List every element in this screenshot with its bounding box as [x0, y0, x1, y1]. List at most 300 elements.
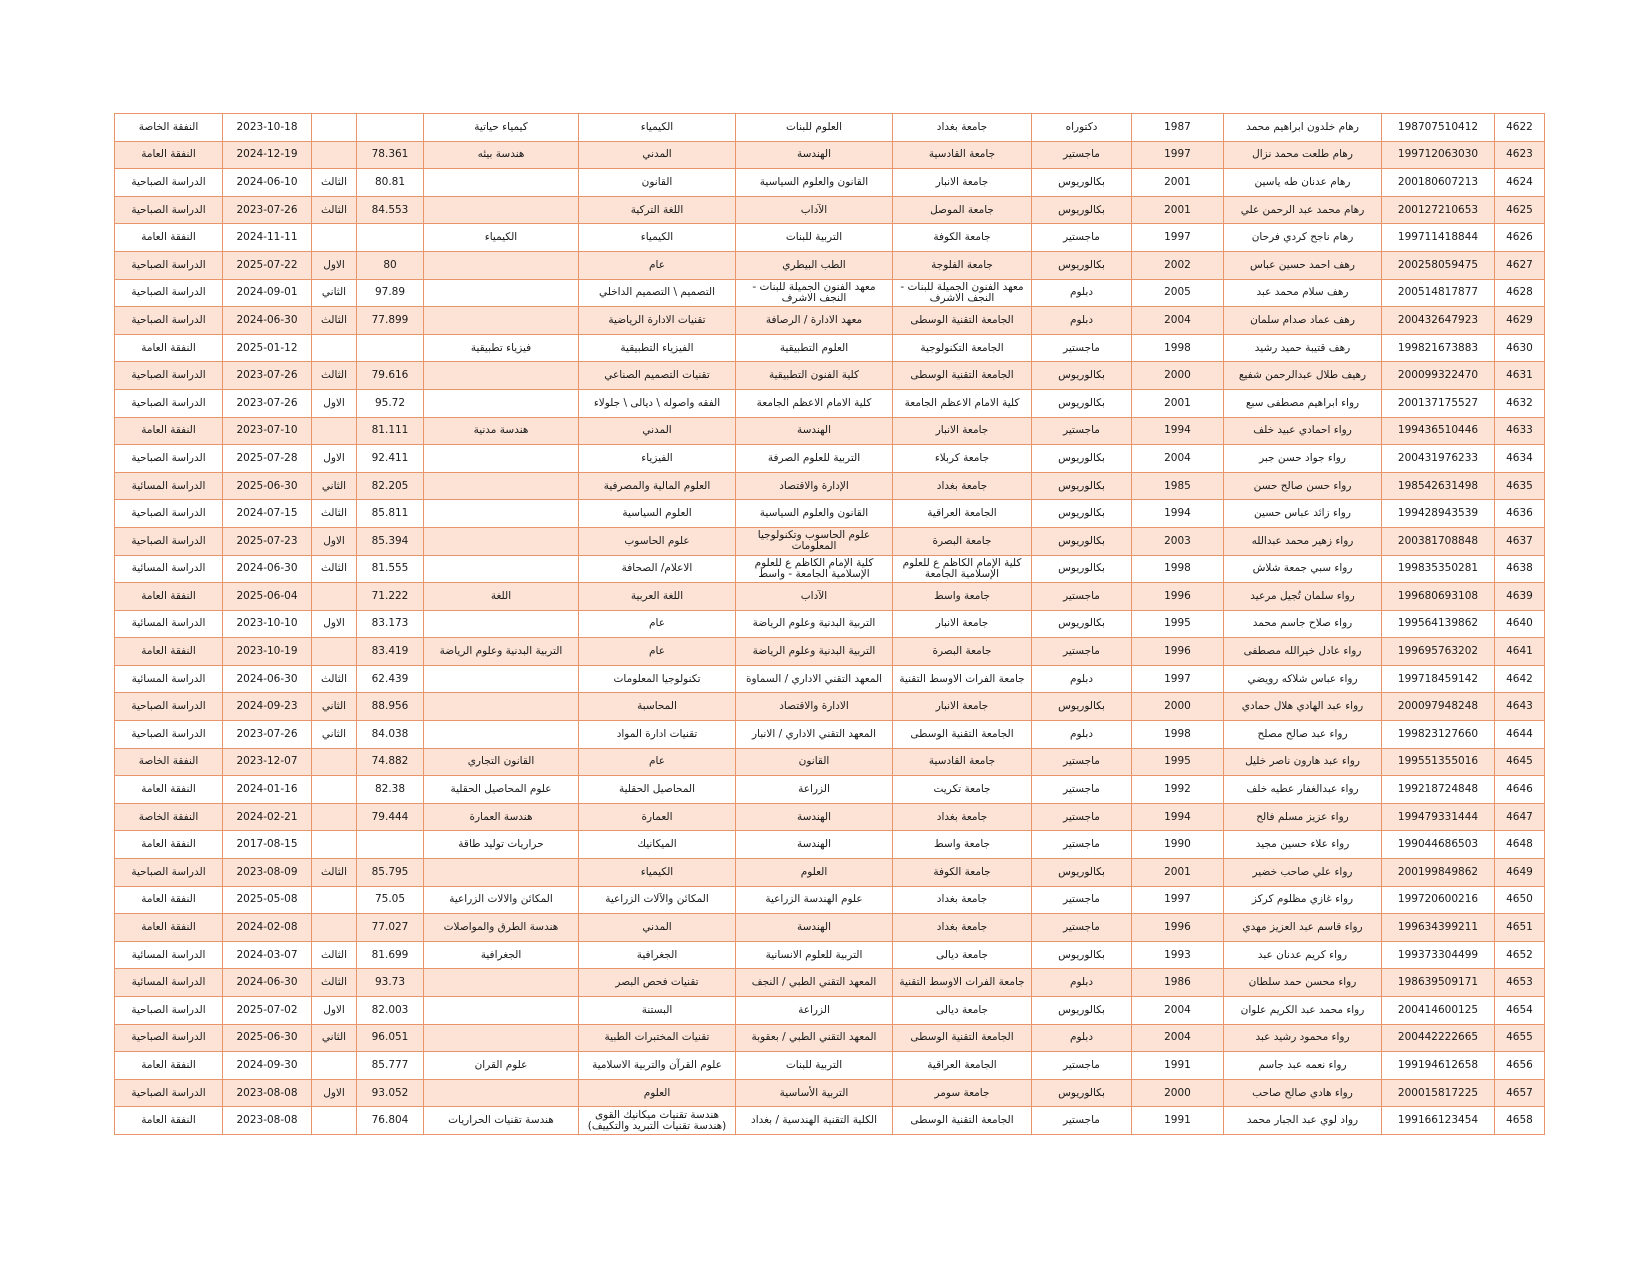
specialization-cell — [424, 279, 579, 307]
university-cell: جامعة واسط — [893, 583, 1032, 611]
specialization-cell — [424, 693, 579, 721]
table-row — [115, 1024, 1545, 1052]
table-row — [115, 969, 1545, 997]
study-type-cell: الدراسة الصباحية — [115, 500, 223, 528]
rank-cell: الثالث — [312, 307, 357, 335]
specialization-cell — [424, 969, 579, 997]
date-cell: 2025-07-02 — [223, 997, 312, 1025]
id-cell: 200199849862 — [1382, 859, 1495, 887]
grade-cell: 78.361 — [357, 141, 424, 169]
seq-cell: 4631 — [1495, 362, 1545, 390]
department-cell: الكيمياء — [579, 224, 736, 252]
degree-cell: دبلوم — [1032, 279, 1132, 307]
table-row — [115, 417, 1545, 445]
study-type-cell: النفقة العامة — [115, 914, 223, 942]
study-type-cell: الدراسة المسائية — [115, 610, 223, 638]
seq-cell: 4640 — [1495, 610, 1545, 638]
study-type-cell: النفقة العامة — [115, 417, 223, 445]
seq-cell: 4633 — [1495, 417, 1545, 445]
date-cell: 2024-06-30 — [223, 969, 312, 997]
table-row — [115, 831, 1545, 859]
id-cell: 199821673883 — [1382, 334, 1495, 362]
id-cell: 200414600125 — [1382, 997, 1495, 1025]
seq-cell: 4626 — [1495, 224, 1545, 252]
college-cell: الطب البيطري — [736, 251, 893, 279]
grade-cell: 84.553 — [357, 196, 424, 224]
seq-cell: 4655 — [1495, 1024, 1545, 1052]
specialization-cell: القانون التجاري — [424, 748, 579, 776]
rank-cell: الاول — [312, 1079, 357, 1107]
department-cell: عام — [579, 748, 736, 776]
degree-cell: بكالوريوس — [1032, 1079, 1132, 1107]
name-cell: رواء غازي مظلوم كركز — [1224, 886, 1382, 914]
grade-cell: 75.05 — [357, 886, 424, 914]
table-row — [115, 1052, 1545, 1080]
university-cell: جامعة بغداد — [893, 472, 1032, 500]
name-cell: رواد لوي عبد الجبار محمد — [1224, 1107, 1382, 1135]
specialization-cell — [424, 307, 579, 335]
college-cell: التربية الأساسية — [736, 1079, 893, 1107]
degree-cell: ماجستير — [1032, 334, 1132, 362]
college-cell: معهد الفنون الجميلة للبنات - النجف الاشرف — [736, 279, 893, 307]
table-row — [115, 721, 1545, 749]
date-cell: 2023-08-08 — [223, 1079, 312, 1107]
rank-cell: الاول — [312, 251, 357, 279]
college-cell: الهندسة — [736, 141, 893, 169]
date-cell: 2024-03-07 — [223, 941, 312, 969]
birth-year-cell: 2004 — [1132, 307, 1224, 335]
college-cell: العلوم التطبيقية — [736, 334, 893, 362]
table-row — [115, 859, 1545, 887]
table-row — [115, 638, 1545, 666]
name-cell: رهف عماد صدام سلمان — [1224, 307, 1382, 335]
birth-year-cell: 2001 — [1132, 389, 1224, 417]
id-cell: 199718459142 — [1382, 665, 1495, 693]
name-cell: رهام طلعت محمد نزال — [1224, 141, 1382, 169]
seq-cell: 4654 — [1495, 997, 1545, 1025]
name-cell: رواء جواد حسن جبر — [1224, 445, 1382, 473]
department-cell: العلوم المالية والمصرفية — [579, 472, 736, 500]
grade-cell: 95.72 — [357, 389, 424, 417]
rank-cell — [312, 748, 357, 776]
study-type-cell: الدراسة المسائية — [115, 969, 223, 997]
seq-cell: 4652 — [1495, 941, 1545, 969]
birth-year-cell: 2000 — [1132, 1079, 1224, 1107]
university-cell: كلية الامام الاعظم الجامعة — [893, 389, 1032, 417]
degree-cell: ماجستير — [1032, 914, 1132, 942]
study-type-cell: الدراسة الصباحية — [115, 1079, 223, 1107]
study-type-cell: الدراسة الصباحية — [115, 527, 223, 555]
grade-cell: 81.555 — [357, 555, 424, 583]
department-cell: الميكانيك — [579, 831, 736, 859]
grade-cell: 80 — [357, 251, 424, 279]
rank-cell — [312, 417, 357, 445]
table-row — [115, 500, 1545, 528]
table-row — [115, 196, 1545, 224]
id-cell: 200431976233 — [1382, 445, 1495, 473]
college-cell: الآداب — [736, 583, 893, 611]
id-cell: 199695763202 — [1382, 638, 1495, 666]
id-cell: 199720600216 — [1382, 886, 1495, 914]
university-cell: جامعة واسط — [893, 831, 1032, 859]
date-cell: 2025-07-28 — [223, 445, 312, 473]
rank-cell: الثالث — [312, 665, 357, 693]
specialization-cell: علوم القران — [424, 1052, 579, 1080]
specialization-cell: اللغة — [424, 583, 579, 611]
rank-cell: الثالث — [312, 362, 357, 390]
seq-cell: 4629 — [1495, 307, 1545, 335]
name-cell: رواء عزيز مسلم فالح — [1224, 803, 1382, 831]
birth-year-cell: 2000 — [1132, 693, 1224, 721]
grade-cell: 76.804 — [357, 1107, 424, 1135]
birth-year-cell: 2001 — [1132, 196, 1224, 224]
degree-cell: دبلوم — [1032, 969, 1132, 997]
seq-cell: 4648 — [1495, 831, 1545, 859]
college-cell: القانون والعلوم السياسية — [736, 169, 893, 197]
degree-cell: بكالوريوس — [1032, 472, 1132, 500]
rank-cell — [312, 776, 357, 804]
department-cell: تقنيات التصميم الصناعي — [579, 362, 736, 390]
study-type-cell: الدراسة المسائية — [115, 941, 223, 969]
date-cell: 2023-10-19 — [223, 638, 312, 666]
department-cell: اللغة التركية — [579, 196, 736, 224]
specialization-cell — [424, 196, 579, 224]
specialization-cell — [424, 1024, 579, 1052]
table-row — [115, 472, 1545, 500]
data-sheet — [114, 113, 1544, 1135]
university-cell: جامعة الفرات الاوسط التقنية — [893, 969, 1032, 997]
specialization-cell — [424, 610, 579, 638]
study-type-cell: الدراسة المسائية — [115, 472, 223, 500]
university-cell: الجامعة التقنية الوسطى — [893, 1024, 1032, 1052]
college-cell: القانون — [736, 748, 893, 776]
name-cell: رهام خلدون ابراهيم محمد — [1224, 114, 1382, 142]
id-cell: 199823127660 — [1382, 721, 1495, 749]
table-row — [115, 886, 1545, 914]
id-cell: 198542631498 — [1382, 472, 1495, 500]
birth-year-cell: 1994 — [1132, 500, 1224, 528]
university-cell: جامعة بغداد — [893, 914, 1032, 942]
department-cell: تقنيات ادارة المواد — [579, 721, 736, 749]
college-cell: الكلية التقنية الهندسية / بغداد — [736, 1107, 893, 1135]
date-cell: 2025-07-23 — [223, 527, 312, 555]
department-cell: المكائن والآلات الزراعية — [579, 886, 736, 914]
university-cell: جامعة البصرة — [893, 527, 1032, 555]
seq-cell: 4642 — [1495, 665, 1545, 693]
grade-cell: 92.411 — [357, 445, 424, 473]
name-cell: رواء نعمه عبد جاسم — [1224, 1052, 1382, 1080]
id-cell: 200381708848 — [1382, 527, 1495, 555]
study-type-cell: الدراسة الصباحية — [115, 859, 223, 887]
university-cell: جامعة القادسية — [893, 141, 1032, 169]
college-cell: علوم الهندسة الزراعية — [736, 886, 893, 914]
date-cell: 2024-06-30 — [223, 665, 312, 693]
department-cell: الفقه واصوله \ ديالى \ جلولاء — [579, 389, 736, 417]
study-type-cell: الدراسة الصباحية — [115, 307, 223, 335]
specialization-cell — [424, 527, 579, 555]
rank-cell — [312, 1052, 357, 1080]
name-cell: رواء عبدالغفار عطيه خلف — [1224, 776, 1382, 804]
date-cell: 2024-06-30 — [223, 555, 312, 583]
college-cell: المعهد التقني الطبي / بعقوبة — [736, 1024, 893, 1052]
study-type-cell: النفقة العامة — [115, 583, 223, 611]
specialization-cell: الكيمياء — [424, 224, 579, 252]
date-cell: 2023-07-26 — [223, 389, 312, 417]
specialization-cell — [424, 169, 579, 197]
date-cell: 2023-08-09 — [223, 859, 312, 887]
name-cell: رواء كريم عدنان عبد — [1224, 941, 1382, 969]
birth-year-cell: 1992 — [1132, 776, 1224, 804]
seq-cell: 4647 — [1495, 803, 1545, 831]
seq-cell: 4658 — [1495, 1107, 1545, 1135]
grade-cell: 84.038 — [357, 721, 424, 749]
department-cell: تقنيات الادارة الرياضية — [579, 307, 736, 335]
department-cell: علوم القرآن والتربية الاسلامية — [579, 1052, 736, 1080]
id-cell: 199551355016 — [1382, 748, 1495, 776]
birth-year-cell: 2004 — [1132, 445, 1224, 473]
name-cell: رهام ناجح كردي فرحان — [1224, 224, 1382, 252]
table-row — [115, 389, 1545, 417]
university-cell: جامعة بغداد — [893, 803, 1032, 831]
department-cell: العلوم السياسية — [579, 500, 736, 528]
seq-cell: 4634 — [1495, 445, 1545, 473]
university-cell: جامعة الانبار — [893, 169, 1032, 197]
degree-cell: ماجستير — [1032, 748, 1132, 776]
college-cell: الهندسة — [736, 417, 893, 445]
department-cell: عام — [579, 638, 736, 666]
rank-cell — [312, 334, 357, 362]
rank-cell: الثالث — [312, 196, 357, 224]
specialization-cell — [424, 997, 579, 1025]
department-cell: الاعلام/ الصحافة — [579, 555, 736, 583]
department-cell: تكنولوجيا المعلومات — [579, 665, 736, 693]
date-cell: 2023-07-26 — [223, 196, 312, 224]
id-cell: 199479331444 — [1382, 803, 1495, 831]
rank-cell: الثاني — [312, 721, 357, 749]
date-cell: 2023-12-07 — [223, 748, 312, 776]
study-type-cell: الدراسة الصباحية — [115, 693, 223, 721]
degree-cell: دبلوم — [1032, 665, 1132, 693]
seq-cell: 4643 — [1495, 693, 1545, 721]
degree-cell: بكالوريوس — [1032, 941, 1132, 969]
grade-cell: 79.444 — [357, 803, 424, 831]
date-cell: 2024-09-01 — [223, 279, 312, 307]
seq-cell: 4627 — [1495, 251, 1545, 279]
university-cell: جامعة الموصل — [893, 196, 1032, 224]
specialization-cell — [424, 500, 579, 528]
table-row — [115, 1107, 1545, 1135]
university-cell: جامعة ديالى — [893, 941, 1032, 969]
study-type-cell: الدراسة الصباحية — [115, 169, 223, 197]
grade-cell: 88.956 — [357, 693, 424, 721]
seq-cell: 4650 — [1495, 886, 1545, 914]
specialization-cell: هندسة مدنية — [424, 417, 579, 445]
name-cell: رواء عباس شلاكه رويضي — [1224, 665, 1382, 693]
name-cell: رواء قاسم عبد العزيز مهدي — [1224, 914, 1382, 942]
degree-cell: دبلوم — [1032, 721, 1132, 749]
seq-cell: 4625 — [1495, 196, 1545, 224]
college-cell: كلية الامام الاعظم الجامعة — [736, 389, 893, 417]
name-cell: رواء زهير محمد عبدالله — [1224, 527, 1382, 555]
college-cell: المعهد التقني الاداري / السماوة — [736, 665, 893, 693]
college-cell: الزراعة — [736, 997, 893, 1025]
university-cell: الجامعة التقنية الوسطى — [893, 1107, 1032, 1135]
department-cell: التصميم \ التصميم الداخلي — [579, 279, 736, 307]
rank-cell — [312, 583, 357, 611]
grade-cell: 81.699 — [357, 941, 424, 969]
rank-cell: الاول — [312, 610, 357, 638]
university-cell: جامعة بغداد — [893, 114, 1032, 142]
specialization-cell: علوم المحاصيل الحقلية — [424, 776, 579, 804]
table-row — [115, 251, 1545, 279]
college-cell: التربية للعلوم الانسانية — [736, 941, 893, 969]
university-cell: جامعة الانبار — [893, 610, 1032, 638]
date-cell: 2024-06-30 — [223, 307, 312, 335]
department-cell: هندسة تقنيات ميكانيك القوى (هندسة تقنيات التبريد والتكييف) — [579, 1107, 736, 1135]
rank-cell: الاول — [312, 389, 357, 417]
birth-year-cell: 1990 — [1132, 831, 1224, 859]
table-row — [115, 114, 1545, 142]
degree-cell: ماجستير — [1032, 803, 1132, 831]
seq-cell: 4641 — [1495, 638, 1545, 666]
university-cell: جامعة بغداد — [893, 886, 1032, 914]
name-cell: رواء محسن حمد سلطان — [1224, 969, 1382, 997]
students-table — [114, 113, 1545, 1135]
date-cell: 2024-11-11 — [223, 224, 312, 252]
university-cell: جامعة ديالى — [893, 997, 1032, 1025]
specialization-cell — [424, 445, 579, 473]
birth-year-cell: 2001 — [1132, 169, 1224, 197]
seq-cell: 4649 — [1495, 859, 1545, 887]
department-cell: الكيمياء — [579, 114, 736, 142]
table-row — [115, 748, 1545, 776]
degree-cell: ماجستير — [1032, 776, 1132, 804]
name-cell: رواء سلمان تُجيل مرعيد — [1224, 583, 1382, 611]
university-cell: الجامعة التقنية الوسطى — [893, 307, 1032, 335]
id-cell: 199711418844 — [1382, 224, 1495, 252]
degree-cell: بكالوريوس — [1032, 527, 1132, 555]
college-cell: القانون والعلوم السياسية — [736, 500, 893, 528]
id-cell: 200514817877 — [1382, 279, 1495, 307]
id-cell: 199712063030 — [1382, 141, 1495, 169]
study-type-cell: النفقة العامة — [115, 1107, 223, 1135]
id-cell: 199166123454 — [1382, 1107, 1495, 1135]
degree-cell: بكالوريوس — [1032, 169, 1132, 197]
name-cell: رواء هادي صالح صاحب — [1224, 1079, 1382, 1107]
table-row — [115, 334, 1545, 362]
grade-cell: 93.73 — [357, 969, 424, 997]
department-cell: العلوم — [579, 1079, 736, 1107]
date-cell: 2024-07-15 — [223, 500, 312, 528]
rank-cell — [312, 914, 357, 942]
degree-cell: ماجستير — [1032, 886, 1132, 914]
grade-cell: 85.811 — [357, 500, 424, 528]
name-cell: رهام محمد عبد الرحمن علي — [1224, 196, 1382, 224]
college-cell: الهندسة — [736, 803, 893, 831]
table-body — [115, 114, 1545, 1135]
date-cell: 2025-07-22 — [223, 251, 312, 279]
birth-year-cell: 1998 — [1132, 555, 1224, 583]
id-cell: 200442222665 — [1382, 1024, 1495, 1052]
name-cell: رواء عبد صالح مصلح — [1224, 721, 1382, 749]
grade-cell: 62.439 — [357, 665, 424, 693]
name-cell: رهيف طلال عبدالرحمن شفيع — [1224, 362, 1382, 390]
specialization-cell: الجغرافية — [424, 941, 579, 969]
birth-year-cell: 1987 — [1132, 114, 1224, 142]
date-cell: 2025-06-04 — [223, 583, 312, 611]
study-type-cell: الدراسة الصباحية — [115, 445, 223, 473]
specialization-cell — [424, 555, 579, 583]
birth-year-cell: 2000 — [1132, 362, 1224, 390]
university-cell: كلية الإمام الكاظم ع للعلوم الإسلامية الجامعة — [893, 555, 1032, 583]
table-row — [115, 997, 1545, 1025]
id-cell: 200258059475 — [1382, 251, 1495, 279]
seq-cell: 4651 — [1495, 914, 1545, 942]
department-cell: علوم الحاسوب — [579, 527, 736, 555]
seq-cell: 4646 — [1495, 776, 1545, 804]
table-row — [115, 1079, 1545, 1107]
rank-cell — [312, 141, 357, 169]
degree-cell: ماجستير — [1032, 831, 1132, 859]
table-row — [115, 527, 1545, 555]
id-cell: 199564139862 — [1382, 610, 1495, 638]
college-cell: الادارة والاقتصاد — [736, 693, 893, 721]
study-type-cell: النفقة العامة — [115, 831, 223, 859]
rank-cell: الثالث — [312, 859, 357, 887]
college-cell: معهد الادارة / الرصافة — [736, 307, 893, 335]
table-row — [115, 307, 1545, 335]
name-cell: رواء حسن صالح حسن — [1224, 472, 1382, 500]
specialization-cell: المكائن والالات الزراعية — [424, 886, 579, 914]
birth-year-cell: 1997 — [1132, 224, 1224, 252]
name-cell: رواء ابراهيم مصطفى سبع — [1224, 389, 1382, 417]
grade-cell: 74.882 — [357, 748, 424, 776]
date-cell: 2024-02-08 — [223, 914, 312, 942]
rank-cell — [312, 638, 357, 666]
birth-year-cell: 1985 — [1132, 472, 1224, 500]
table-row — [115, 610, 1545, 638]
grade-cell: 80.81 — [357, 169, 424, 197]
college-cell: التربية للعلوم الصرفة — [736, 445, 893, 473]
id-cell: 199436510446 — [1382, 417, 1495, 445]
name-cell: رواء محمد عبد الكريم علوان — [1224, 997, 1382, 1025]
study-type-cell: النفقة العامة — [115, 141, 223, 169]
grade-cell — [357, 831, 424, 859]
degree-cell: دبلوم — [1032, 1024, 1132, 1052]
birth-year-cell: 2001 — [1132, 859, 1224, 887]
name-cell: رواء سبي جمعة شلاش — [1224, 555, 1382, 583]
degree-cell: بكالوريوس — [1032, 555, 1132, 583]
date-cell: 2024-12-19 — [223, 141, 312, 169]
rank-cell — [312, 114, 357, 142]
degree-cell: دبلوم — [1032, 307, 1132, 335]
rank-cell: الثاني — [312, 693, 357, 721]
name-cell: رواء عبد الهادي هلال حمادي — [1224, 693, 1382, 721]
college-cell: التربية البدنية وعلوم الرياضة — [736, 638, 893, 666]
name-cell: رواء زائد عباس حسين — [1224, 500, 1382, 528]
grade-cell — [357, 224, 424, 252]
seq-cell: 4622 — [1495, 114, 1545, 142]
date-cell: 2023-10-18 — [223, 114, 312, 142]
table-row — [115, 665, 1545, 693]
name-cell: رواء محمود رشيد عبد — [1224, 1024, 1382, 1052]
seq-cell: 4637 — [1495, 527, 1545, 555]
study-type-cell: النفقة العامة — [115, 886, 223, 914]
department-cell: الكيمياء — [579, 859, 736, 887]
birth-year-cell: 2005 — [1132, 279, 1224, 307]
id-cell: 200015817225 — [1382, 1079, 1495, 1107]
study-type-cell: النفقة العامة — [115, 776, 223, 804]
